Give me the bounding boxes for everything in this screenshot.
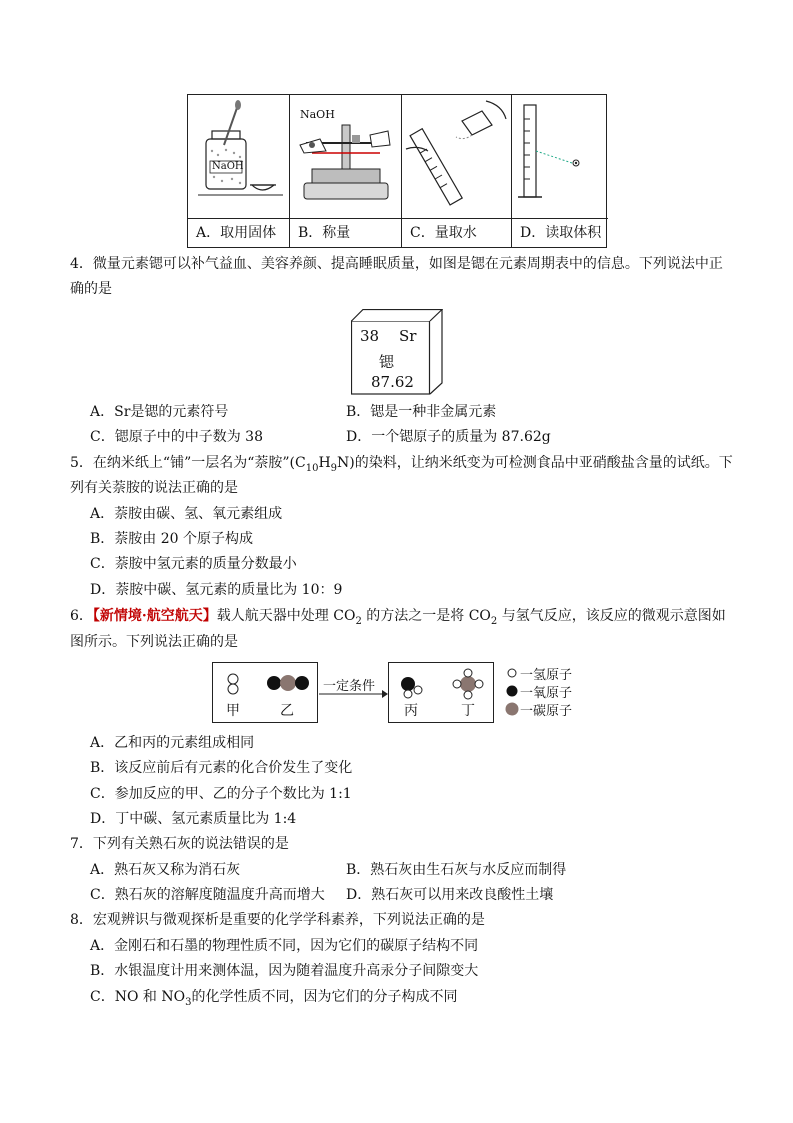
h2o-hydrogen-right [414,686,422,694]
q6-option-b: B．该反应前后有元素的化合价发生了变化 [90,760,353,776]
q3-option-b: B．称量 [290,218,401,247]
q7-option-c: C．熟石灰的溶解度随温度升高而增大 [90,887,325,903]
legend-hydrogen-marker [508,669,516,677]
q7-stem: 7．下列有关熟石灰的说法错误的是 [70,836,289,852]
ch4-hydrogen-right [475,680,483,688]
q6-option-c: C．参加反应的甲、乙的分子个数比为 1:1 [90,786,352,802]
q3-cell-b [290,95,402,247]
q6-stem-line2: 图所示。下列说法正确的是 [70,634,238,650]
q6-stem-line1: 6．【新情境·航空航天】载人航天器中处理 $CO_2$ 的方法之一是将 $CO_2$ 与氢气反应，该反应的微观示意图如 [70,608,726,627]
q3-cell-a [188,95,290,247]
q4-option-b: B．锶是一种非金属元素 [346,404,497,420]
ch4-hydrogen-left [453,680,461,688]
q3-option-a: A．取用固体 [188,218,289,247]
q5-option-a: A．萘胺由碳、氢、氧元素组成 [90,506,283,522]
h2o-oxygen [401,677,415,691]
q4-stem-line1: 4．微量元素锶可以补气益血、美容养颜、提高睡眠质量，如图是锶在元素周期表中的信息。下列说法中正 [70,256,723,272]
ch4-hydrogen-bottom [464,691,472,699]
q8-stem: 8．宏观辨识与微观探析是重要的化学学科素养，下列说法正确的是 [70,912,485,928]
element-symbol: Sr [399,327,417,345]
legend-carbon: 一碳原子 [520,704,573,719]
q7-option-b: B．熟石灰由生石灰与水反应而制得 [346,862,567,878]
h2-atom-top [228,674,238,684]
q8-option-b: B．水银温度计用来测体温，因为随着温度升高汞分子间隙变大 [90,963,479,979]
q8-option-a: A．金刚石和石墨的物理性质不同，因为它们的碳原子结构不同 [90,938,479,954]
ch4-carbon [460,676,476,692]
product-a-label: 丙 [404,703,418,719]
co2-carbon [280,675,296,691]
q3-cell-d [512,95,608,247]
q8-option-c: C．NO 和 $NO_3$的化学性质不同，因为它们的分子构成不同 [90,989,458,1008]
read-volume-illustration [512,95,608,219]
legend-hydrogen: 一氢原子 [520,668,573,683]
q3-option-d: D．读取体积 [512,218,608,247]
legend-oxygen: 一氧原子 [520,686,573,701]
co2-oxygen-left [267,676,281,690]
naoh-balance-label: NaOH [300,108,335,121]
q4-option-c: C．锶原子中的中子数为 38 [90,429,263,445]
q6-option-d: D．丁中碳、氢元素质量比为 1:4 [90,811,297,827]
q5-option-d: D．萘胺中碳、氢元素的质量比为 10：9 [90,582,343,598]
q5-option-c: C．萘胺中氢元素的质量分数最小 [90,556,297,572]
q7-option-d: D．熟石灰可以用来改良酸性土壤 [346,887,554,903]
q4-option-a: A．Sr是锶的元素符号 [90,404,229,420]
naoh-jar-label: NaOH [212,161,244,172]
ch4-hydrogen-top [464,669,472,677]
reaction-diagram [212,662,592,732]
element-name: 锶 [379,353,395,371]
q3-image-table [187,94,607,248]
h2o-hydrogen-left [404,690,412,698]
q3-option-c: C．量取水 [402,218,511,247]
q4-option-d: D．一个锶原子的质量为 87.62g [346,429,551,445]
atomic-mass: 87.62 [371,373,414,391]
product-b-label: 丁 [461,703,475,719]
strontium-element-box [351,309,443,395]
q5-stem-line1: 5．在纳米纸上“铺”一层名为“萘胺$”(C_{10}H_9N)$的染料，让纳米纸变为可检测食品中亚硝酸盐含量的试纸。下 [70,455,733,474]
take-solid-illustration [188,95,290,219]
q6-option-a: A．乙和丙的元素组成相同 [90,735,255,751]
co2-oxygen-right [295,676,309,690]
q3-cell-c [402,95,512,247]
atomic-number: 38 [360,327,380,345]
q4-stem-line2: 确的是 [70,281,112,297]
legend-oxygen-marker [507,686,518,697]
q7-option-a: A．熟石灰又称为消石灰 [90,862,241,878]
q5-stem-line2: 列有关萘胺的说法正确的是 [70,480,238,496]
h2-atom-bottom [228,684,238,694]
reactant-a-label: 甲 [226,703,240,719]
measure-water-illustration [402,95,512,219]
q6-context-tag: 【新情境·航空航天】 [92,608,217,624]
reaction-condition: 一定条件 [323,679,376,694]
legend-carbon-marker [506,703,519,716]
q5-option-b: B．萘胺由 20 个原子构成 [90,531,254,547]
reactant-b-label: 乙 [280,703,294,719]
